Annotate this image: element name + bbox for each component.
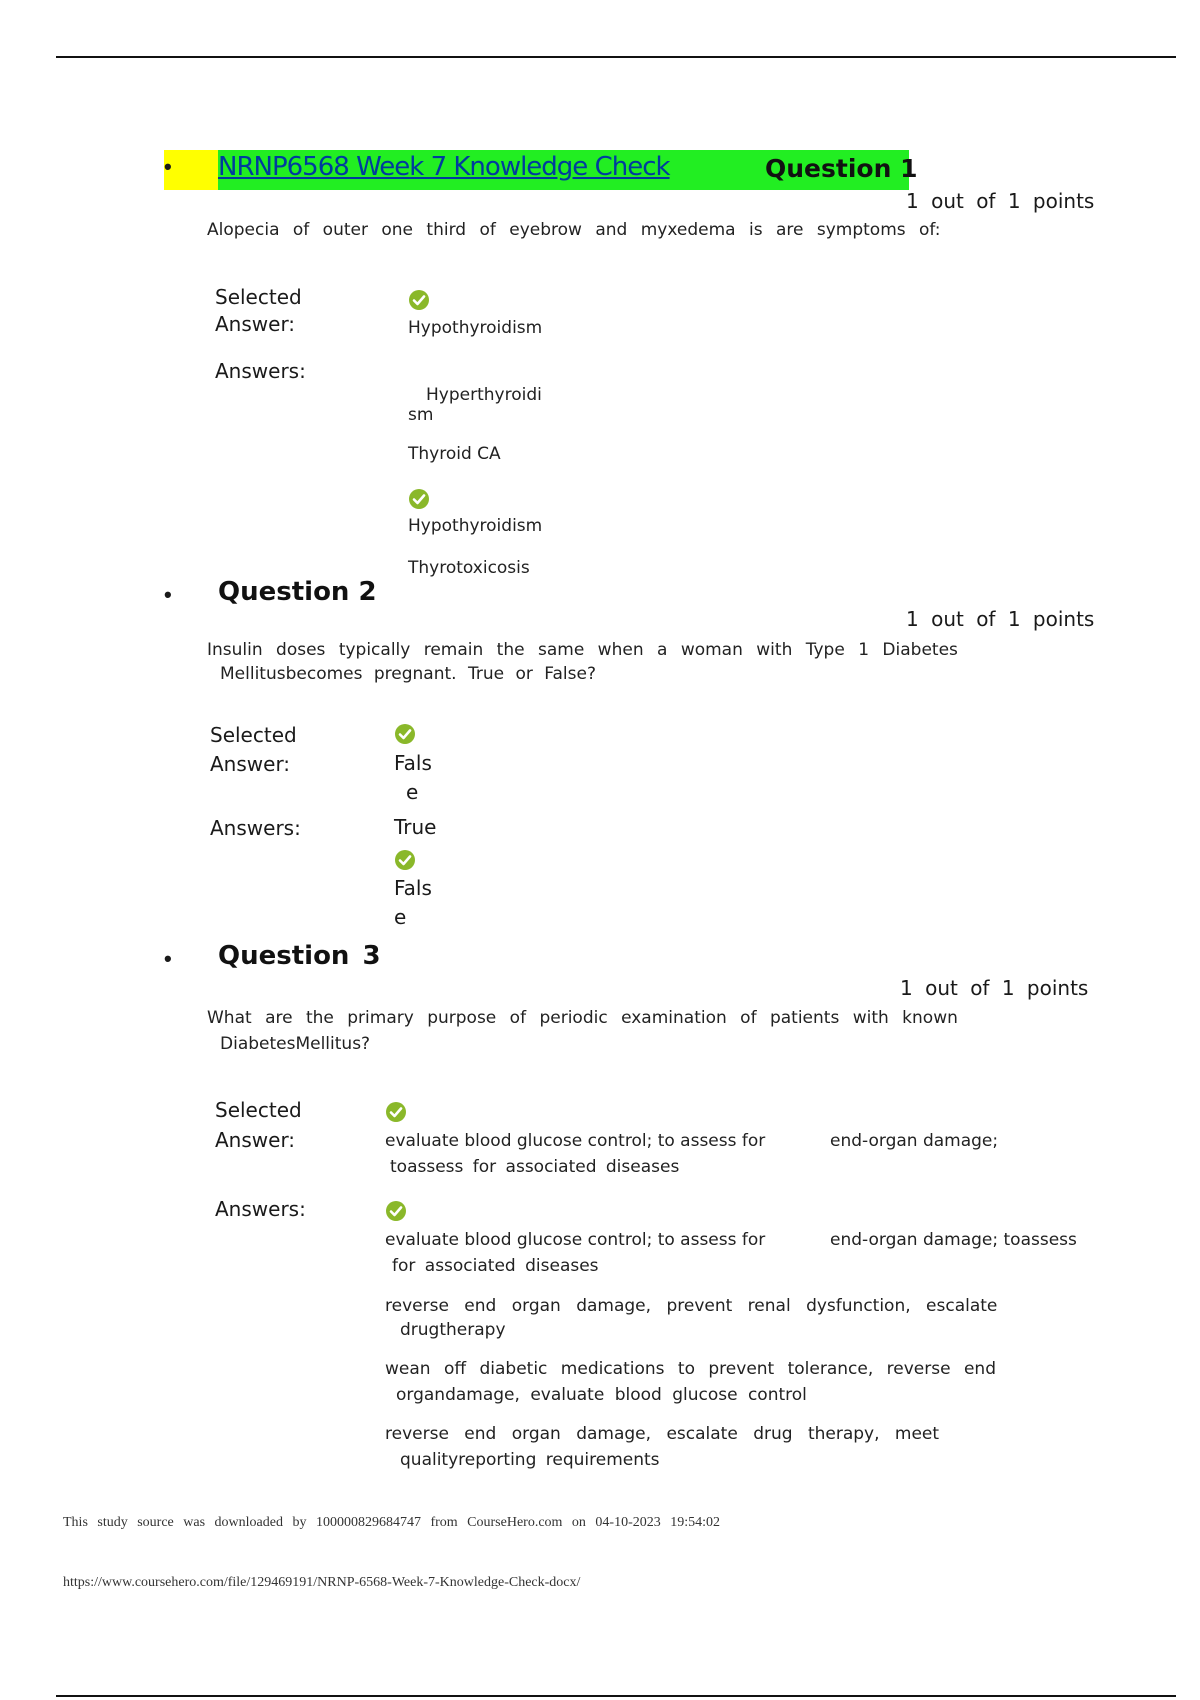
bottom-rule	[56, 1695, 1176, 1697]
q1-points: 1 out of 1 points	[906, 189, 1095, 213]
selected-label-line2: Answer:	[215, 1128, 296, 1152]
selected-label-line2: Answer:	[210, 752, 291, 776]
check-icon	[394, 723, 416, 745]
q2-answer-false-line1: Fals	[394, 876, 432, 900]
q1-answer-option: Thyroid CA	[408, 444, 501, 464]
q3-answer-1-line1b: end-organ damage; toassess	[830, 1230, 1077, 1250]
q1-text: Alopecia of outer one third of eyebrow and myxedema is are symptoms of:	[207, 220, 941, 240]
q2-selected-label	[210, 721, 297, 779]
top-rule	[56, 56, 1176, 58]
q2-selected-answer-line2: e	[406, 780, 419, 804]
q3-answer-1-line2: for associated diseases	[392, 1256, 599, 1276]
selected-label-line1: Selected	[215, 285, 302, 309]
q1-answer-option: Hypothyroidism	[408, 516, 543, 536]
q3-answer-2-line1: reverse end organ damage, prevent renal dysfunction, escalate	[385, 1296, 998, 1316]
q3-selected-line1b: end-organ damage;	[830, 1131, 999, 1151]
q3-answer-4-line1: reverse end organ damage, escalate drug therapy, meet	[385, 1424, 940, 1444]
q3-answer-4-line2: qualityreporting requirements	[400, 1450, 660, 1470]
course-title-link[interactable]: NRNP6568 Week 7 Knowledge Check	[218, 152, 670, 182]
q1-answer-option: Thyrotoxicosis	[408, 558, 530, 578]
q2-points: 1 out of 1 points	[906, 607, 1095, 631]
q2-answer-true: True	[394, 815, 437, 839]
q2-selected-answer-line1: Fals	[394, 751, 432, 775]
q3-text-line1: What are the primary purpose of periodic examination of patients with known	[207, 1008, 958, 1028]
q3-answer-1-line1a: evaluate blood glucose control; to assess for	[385, 1230, 766, 1250]
check-icon	[408, 289, 430, 311]
q3-answer-3-line1: wean off diabetic medications to prevent tolerance, reverse end	[385, 1359, 996, 1379]
q2-answer-false-line2: e	[394, 905, 407, 929]
q3-points: 1 out of 1 points	[900, 976, 1089, 1000]
q1-answer-option: sm	[408, 405, 434, 425]
bullet: •	[164, 946, 172, 971]
selected-label-line1: Selected	[215, 1098, 302, 1122]
q3-selected-label	[215, 1095, 302, 1155]
question-3-heading: Question 3	[218, 941, 381, 971]
q3-answers-label: Answers:	[215, 1197, 306, 1221]
check-icon	[394, 849, 416, 871]
bullet: •	[164, 154, 172, 179]
q3-selected-line2: toassess for associated diseases	[390, 1157, 680, 1177]
question-1-heading: Question 1	[765, 154, 918, 183]
question-2-heading: Question 2	[218, 577, 377, 607]
q3-selected-line1a: evaluate blood glucose control; to assess for	[385, 1131, 766, 1151]
source-url[interactable]: https://www.coursehero.com/file/129469191/NRNP-6568-Week-7-Knowledge-Check-docx/	[63, 1575, 581, 1590]
check-icon	[385, 1200, 407, 1222]
check-icon	[385, 1101, 407, 1123]
q2-answers-label: Answers:	[210, 816, 301, 840]
q2-text-line1: Insulin doses typically remain the same when a woman with Type 1 Diabetes	[207, 640, 958, 660]
q1-selected-answer: Hypothyroidism	[408, 318, 543, 338]
q1-selected-label	[215, 284, 302, 338]
q3-answer-3-line2: organdamage, evaluate blood glucose control	[396, 1385, 807, 1405]
q1-answers-label: Answers:	[215, 359, 306, 383]
q1-answer-option: Hyperthyroidi	[426, 385, 542, 405]
check-icon	[408, 488, 430, 510]
selected-label-line1: Selected	[210, 723, 297, 747]
download-source-note: This study source was downloaded by 100000829684747 from CourseHero.com on 04-10-2023 19:54:02	[63, 1515, 721, 1530]
q3-answer-2-line2: drugtherapy	[400, 1320, 506, 1340]
bullet: •	[164, 582, 172, 607]
selected-label-line2: Answer:	[215, 312, 296, 336]
q2-text-line2: Mellitusbecomes pregnant. True or False?	[220, 664, 596, 684]
q3-text-line2: DiabetesMellitus?	[220, 1034, 371, 1054]
